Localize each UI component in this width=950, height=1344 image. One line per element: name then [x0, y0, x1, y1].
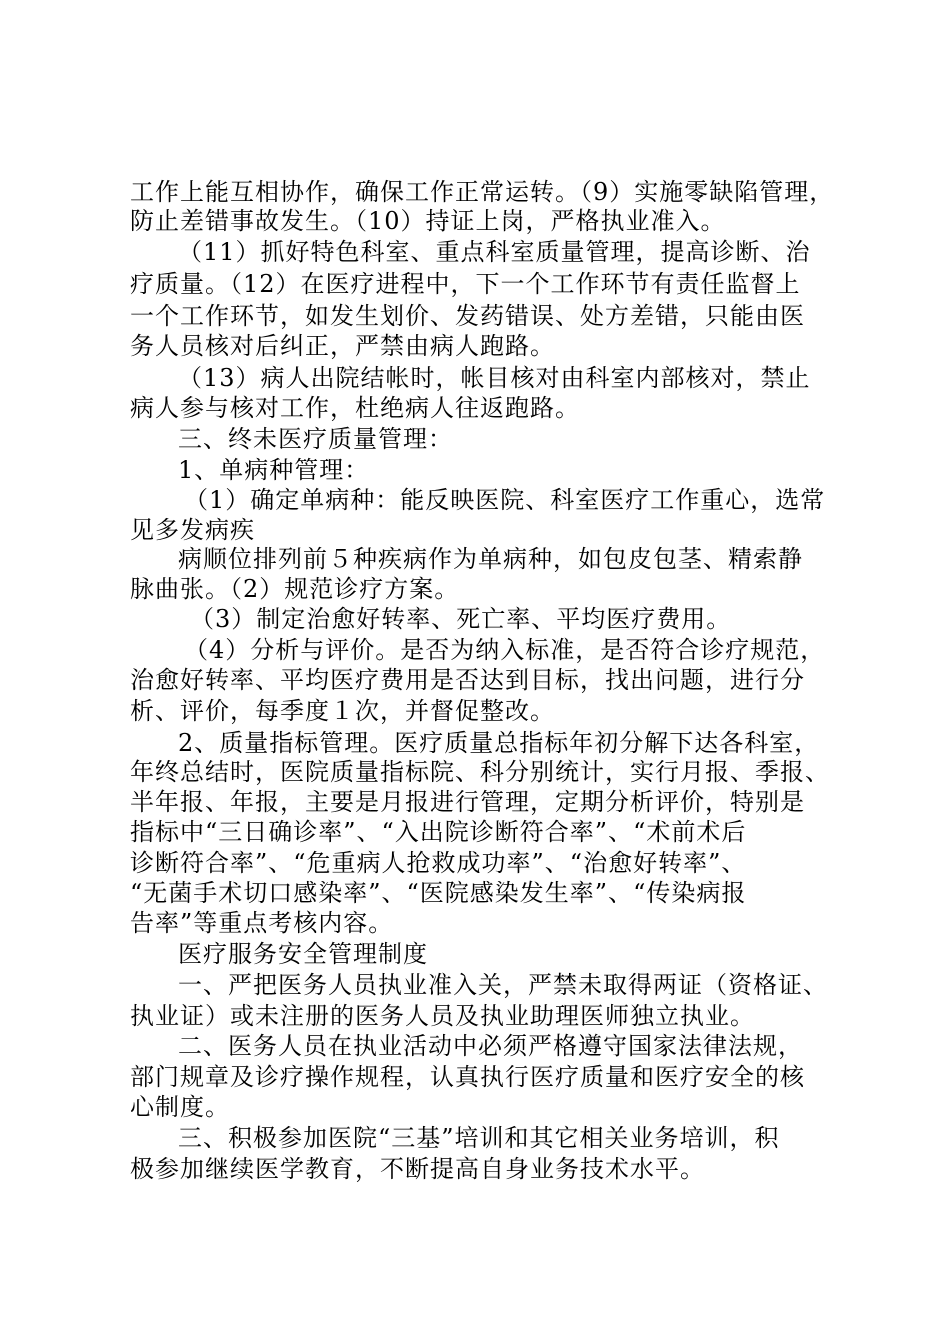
text-line-3: （11）抓好特色科室、重点科室质量管理，提高诊断、治 [178, 238, 811, 266]
text-line-2: 防止差错事故发生。（10）持证上岗，严格执业准入。 [130, 207, 726, 235]
text-line-24: “无菌手术切口感染率”、“医院感染发生率”、“传染病报 [130, 879, 747, 907]
text-line-13: 病顺位排列前５种疾病作为单病种，如包皮包茎、精索静 [178, 545, 803, 573]
text-line-18: 析、评价，每季度１次，并督促整改。 [130, 697, 555, 725]
text-line-8: 病人参与核对工作，杜绝病人往返跑路。 [130, 394, 580, 422]
text-line-6: 务人员核对后纠正，严禁由病人跑路。 [130, 332, 555, 360]
text-line-16: （4）分析与评价。是否为纳入标准，是否符合诊疗规范， [184, 636, 826, 664]
text-line-11: （1）确定单病种：能反映医院、科室医疗工作重心，选常 [184, 486, 826, 514]
text-line-28: 执业证）或未注册的医务人员及执业助理医师独立执业。 [130, 1002, 755, 1030]
text-line-27: 一、严把医务人员执业准入关，严禁未取得两证（资格证、 [178, 971, 828, 999]
text-line-15: （3）制定治愈好转率、死亡率、平均医疗费用。 [190, 605, 732, 633]
text-line-14: 脉曲张。（2）规范诊疗方案。 [130, 575, 460, 603]
text-line-29: 二、医务人员在执业活动中必须严格遵守国家法律法规， [178, 1032, 803, 1060]
text-line-12: 见多发病疾 [130, 516, 255, 544]
text-line-33: 极参加继续医学教育，不断提高自身业务技术水平。 [130, 1155, 705, 1183]
text-line-5: 一个工作环节，如发生划价、发药错误、处方差错，只能由医 [130, 302, 805, 330]
text-line-17: 治愈好转率、平均医疗费用是否达到目标，找出问题，进行分 [130, 666, 805, 694]
text-line-21: 半年报、年报，主要是月报进行管理，定期分析评价，特别是 [130, 788, 805, 816]
text-line-19: 2、质量指标管理。医疗质量总指标年初分解下达各科室， [178, 729, 820, 757]
text-line-30: 部门规章及诊疗操作规程，认真执行医疗质量和医疗安全的核 [130, 1063, 805, 1091]
text-line-22: 指标中“三日确诊率”、“入出院诊断符合率”、“术前术后 [130, 818, 747, 846]
text-line-9: 三、终未医疗质量管理： [178, 425, 453, 453]
text-line-1: 工作上能互相协作，确保工作正常运转。（9）实施零缺陷管理， [130, 178, 835, 206]
text-line-4: 疗质量。（12）在医疗进程中，下一个工作环节有责任监督上 [130, 270, 801, 298]
text-line-23: 诊断符合率”、“危重病人抢救成功率”、“治愈好转率”、 [130, 849, 747, 877]
text-line-32: 三、积极参加医院“三基”培训和其它相关业务培训，积 [178, 1124, 780, 1152]
text-line-10: 1、单病种管理： [178, 456, 370, 484]
text-line-31: 心制度。 [130, 1093, 230, 1121]
text-line-7: （13）病人出院结帐时，帐目核对由科室内部核对，禁止 [178, 364, 811, 392]
text-line-20: 年终总结时，医院质量指标院、科分别统计，实行月报、季报、 [130, 758, 830, 786]
text-line-26: 医疗服务安全管理制度 [178, 940, 428, 968]
text-line-25: 告率”等重点考核内容。 [130, 909, 394, 937]
